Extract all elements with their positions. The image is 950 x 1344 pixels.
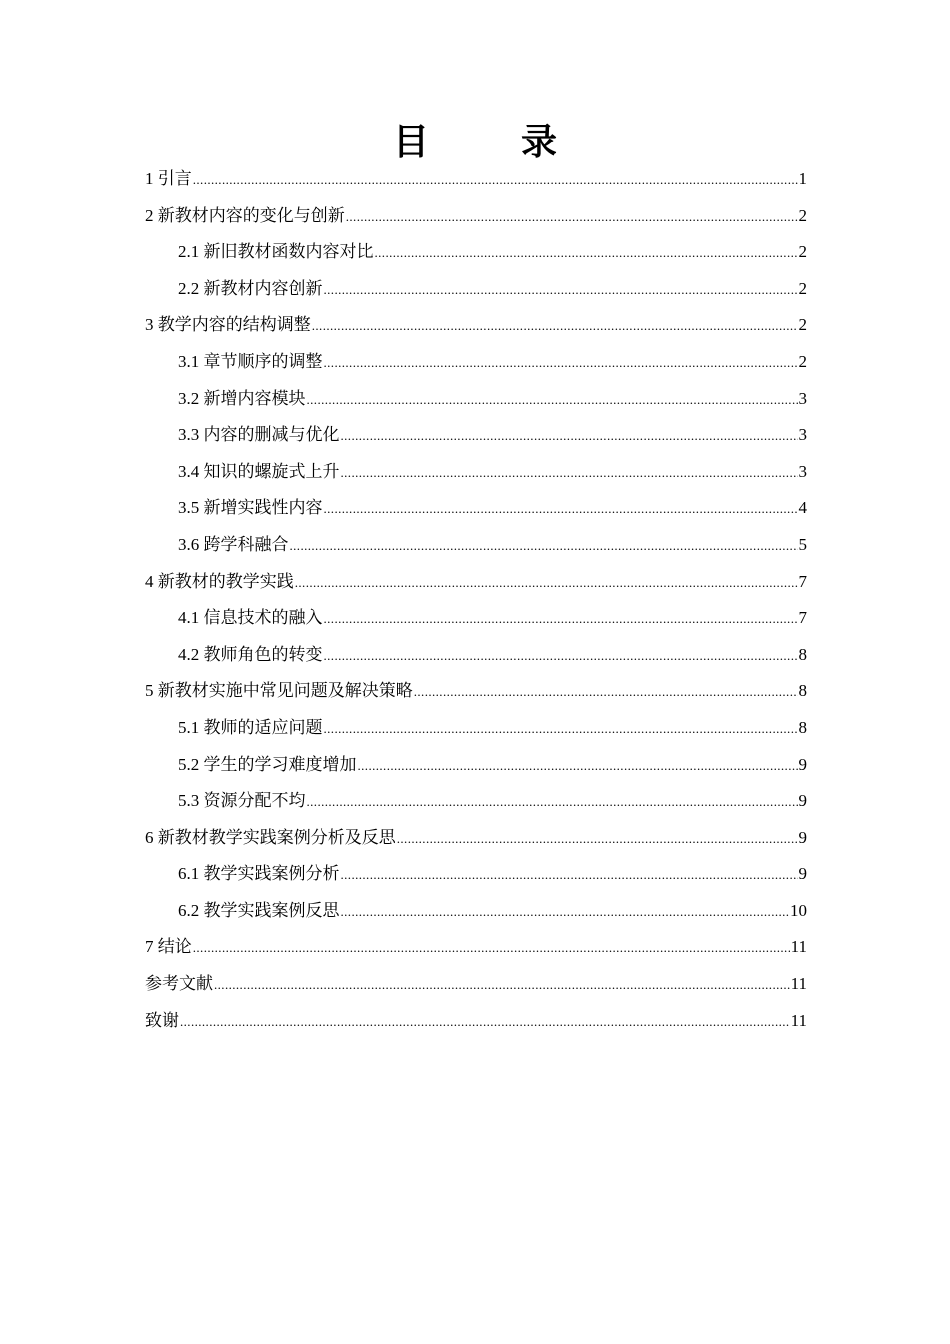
toc-entry-page-number: 2	[798, 315, 807, 335]
toc-entry[interactable]	[145, 161, 807, 198]
toc-entry-label: 3.5 新增实践性内容	[178, 498, 323, 518]
toc-entry[interactable]	[145, 747, 807, 784]
toc-entry-page-number: 10	[790, 900, 807, 920]
toc-entry[interactable]	[145, 564, 807, 601]
toc-entry-page-number: 9	[798, 827, 807, 847]
toc-entry-label: 6.2 教学实践案例反思	[178, 900, 340, 920]
toc-entry[interactable]	[145, 490, 807, 527]
toc-entry-page-number: 11	[790, 937, 807, 957]
toc-entry[interactable]	[145, 929, 807, 966]
toc-entry-label: 7 结论	[145, 937, 192, 957]
toc-entry[interactable]	[145, 344, 807, 381]
toc-entry-label: 致谢	[145, 1010, 179, 1030]
dot-leader	[307, 382, 798, 419]
toc-entry-page-number: 8	[798, 717, 807, 737]
toc-entry-page-number: 11	[790, 1010, 807, 1030]
dot-leader	[324, 601, 798, 638]
toc-title: 目 录	[392, 121, 585, 163]
toc-entry-page-number: 7	[798, 608, 807, 628]
dot-leader	[375, 235, 798, 272]
toc-entry-label: 参考文献	[145, 974, 213, 994]
toc-entry-label: 4 新教材的教学实践	[145, 571, 294, 591]
toc-entry[interactable]	[145, 1003, 807, 1040]
toc-entry[interactable]	[145, 198, 807, 235]
toc-entry-page-number: 1	[798, 169, 807, 188]
dot-leader	[397, 821, 798, 858]
toc-entry-label: 3.6 跨学科融合	[178, 534, 289, 554]
dot-leader	[214, 967, 790, 1004]
toc-entry[interactable]	[145, 783, 807, 820]
toc-entry[interactable]	[145, 893, 807, 930]
dot-leader	[193, 162, 798, 199]
toc-entry[interactable]	[145, 673, 807, 710]
dot-leader	[295, 565, 798, 602]
toc-entry-page-number: 8	[798, 681, 807, 701]
toc-entry-page-number: 4	[798, 498, 807, 518]
toc-entry-label: 3.3 内容的删减与优化	[178, 425, 340, 445]
toc-entry[interactable]	[145, 966, 807, 1003]
toc-entry-label: 6 新教材教学实践案例分析及反思	[145, 827, 396, 847]
dot-leader	[346, 199, 798, 236]
toc-entry-page-number: 3	[798, 388, 807, 408]
dot-leader	[414, 674, 798, 711]
toc-entry-label: 2.1 新旧教材函数内容对比	[178, 242, 374, 262]
dot-leader	[324, 711, 798, 748]
dot-leader	[290, 528, 798, 565]
dot-leader	[341, 894, 790, 931]
dot-leader	[307, 784, 798, 821]
toc-entry-label: 3.1 章节顺序的调整	[178, 351, 323, 371]
dot-leader	[193, 930, 790, 967]
dot-leader	[341, 418, 798, 455]
toc-entry-label: 5.1 教师的适应问题	[178, 717, 323, 737]
toc-entry-page-number: 2	[798, 242, 807, 262]
dot-leader	[324, 345, 798, 382]
dot-leader	[312, 308, 798, 345]
toc-entry-label: 4.2 教师角色的转变	[178, 644, 323, 664]
dot-leader	[324, 491, 798, 528]
dot-leader	[180, 1004, 790, 1041]
toc-entry[interactable]	[145, 271, 807, 308]
toc-entry-label: 6.1 教学实践案例分析	[178, 864, 340, 884]
dot-leader	[358, 748, 798, 785]
toc-entry-page-number: 5	[798, 534, 807, 554]
toc-entry-page-number: 9	[798, 791, 807, 811]
toc-entry-label: 4.1 信息技术的融入	[178, 608, 323, 628]
toc-entry-label: 5.2 学生的学习难度增加	[178, 754, 357, 774]
toc-entry-label: 3.4 知识的螺旋式上升	[178, 461, 340, 481]
table-of-contents	[145, 161, 807, 1039]
dot-leader	[324, 272, 798, 309]
dot-leader	[341, 857, 798, 894]
toc-entry-label: 5.3 资源分配不均	[178, 791, 306, 811]
toc-entry-page-number: 9	[798, 754, 807, 774]
toc-entry[interactable]	[145, 637, 807, 674]
toc-entry-label: 3 教学内容的结构调整	[145, 315, 311, 335]
toc-entry-label: 2.2 新教材内容创新	[178, 278, 323, 298]
toc-entry[interactable]	[145, 307, 807, 344]
toc-entry[interactable]	[145, 527, 807, 564]
toc-entry-label: 2 新教材内容的变化与创新	[145, 205, 345, 225]
toc-entry-page-number: 2	[798, 351, 807, 371]
toc-entry-page-number: 2	[798, 205, 807, 225]
toc-entry[interactable]	[145, 417, 807, 454]
toc-entry[interactable]	[145, 600, 807, 637]
toc-entry-page-number: 7	[798, 571, 807, 591]
toc-entry-page-number: 3	[798, 461, 807, 481]
toc-entry[interactable]	[145, 234, 807, 271]
toc-entry-label: 3.2 新增内容模块	[178, 388, 306, 408]
toc-entry-page-number: 8	[798, 644, 807, 664]
toc-entry-page-number: 11	[790, 974, 807, 994]
toc-entry[interactable]	[145, 820, 807, 857]
toc-entry-label: 5 新教材实施中常见问题及解决策略	[145, 681, 413, 701]
toc-entry[interactable]	[145, 381, 807, 418]
toc-entry[interactable]	[145, 856, 807, 893]
toc-entry[interactable]	[145, 454, 807, 491]
dot-leader	[324, 638, 798, 675]
dot-leader	[341, 455, 798, 492]
toc-entry-page-number: 3	[798, 425, 807, 445]
toc-entry-page-number: 9	[798, 864, 807, 884]
toc-entry-page-number: 2	[798, 278, 807, 298]
toc-entry-label: 1 引言	[145, 169, 192, 188]
toc-entry[interactable]	[145, 710, 807, 747]
